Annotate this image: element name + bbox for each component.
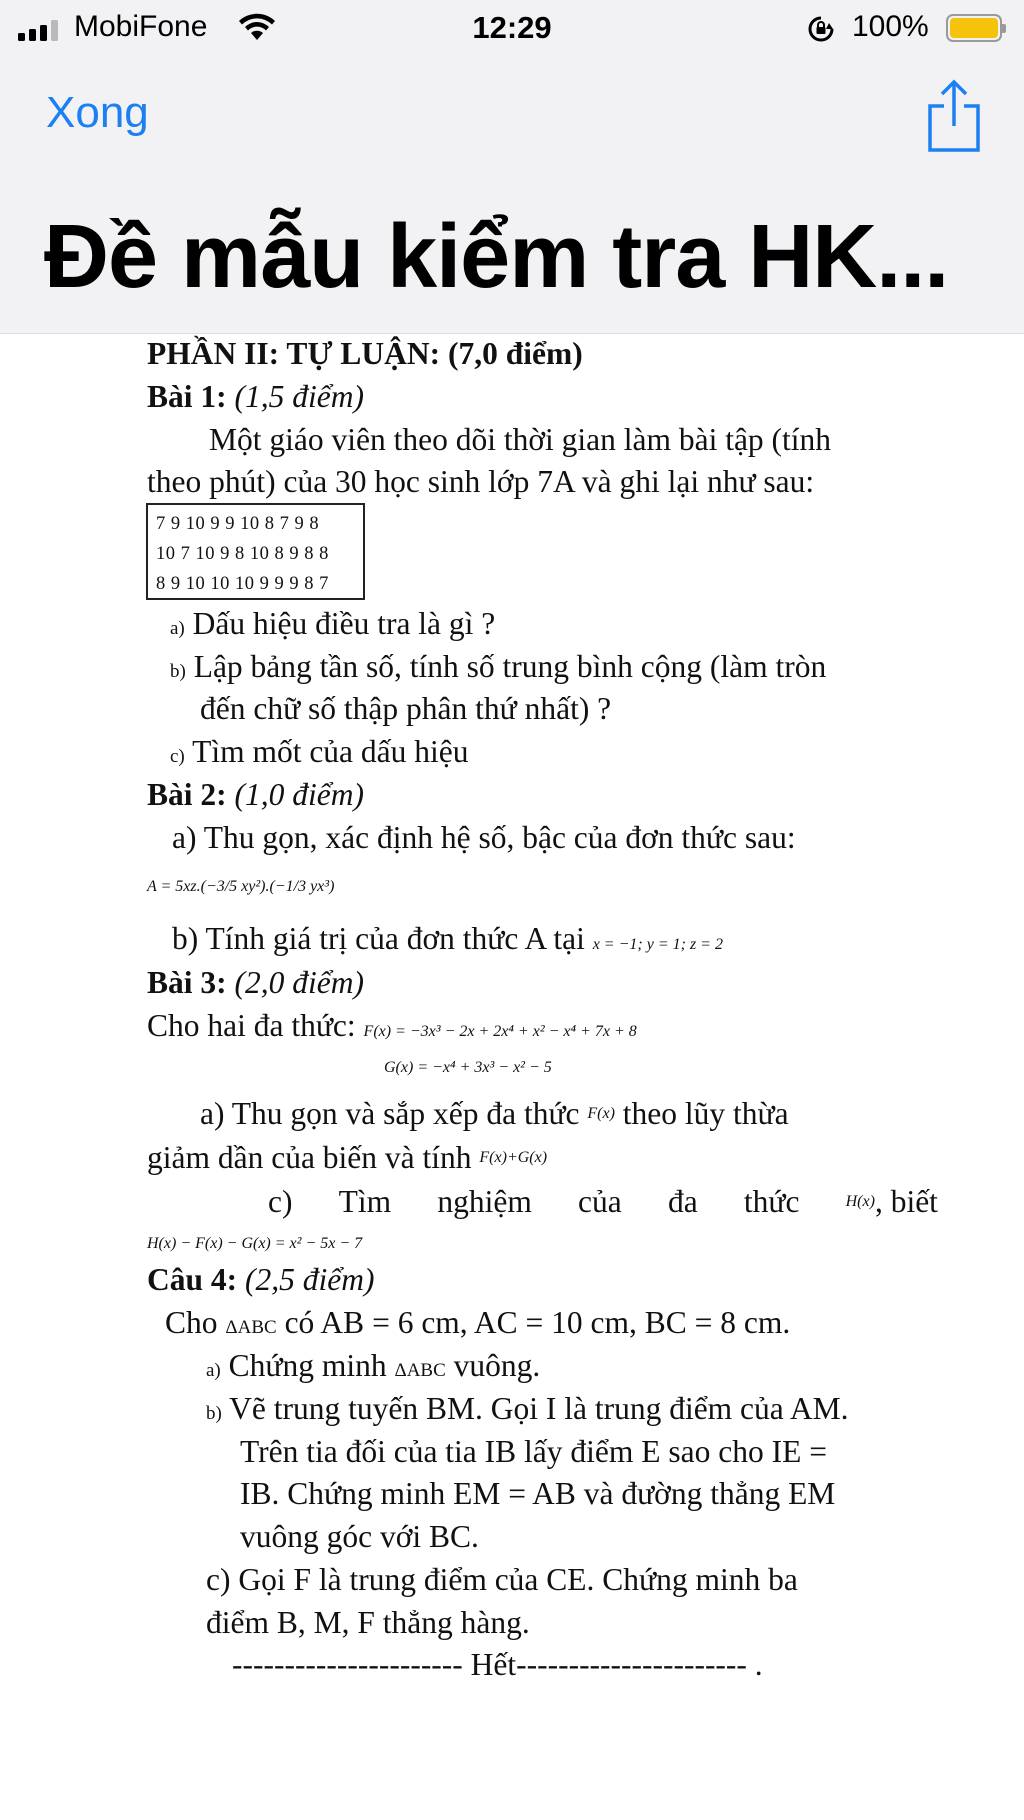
page-title: Đề mẫu kiểm tra HK... bbox=[44, 207, 949, 307]
bai1-intro-line1: Một giáo viên theo dõi thời gian làm bài tập (tính bbox=[209, 422, 832, 457]
cau4-question-b: b) Vẽ trung tuyến BM. Gọi I là trung điểm của AM. bbox=[206, 1391, 849, 1426]
bai1-question-a: a) Dấu hiệu điều tra là gì ? bbox=[170, 606, 496, 641]
bai3-intro: Cho hai đa thức: F(x) = −3x³ − 2x + 2x⁴ + x² − x⁴ + 7x + 8 bbox=[147, 1008, 637, 1043]
bai2-question-b: b) Tính giá trị của đơn thức A tại x = −1; y = 1; z = 2 bbox=[172, 921, 723, 956]
bai3-question-a-cont: giảm dần của biến và tính F(x)+G(x) bbox=[147, 1140, 548, 1175]
bai3-question-a: a) Thu gọn và sắp xếp đa thức F(x) theo lũy thừa bbox=[200, 1096, 789, 1131]
battery-percent: 100% bbox=[852, 10, 929, 43]
cau4-question-b-line3: IB. Chứng minh EM = AB và đường thẳng EM bbox=[240, 1476, 836, 1511]
data-table bbox=[146, 503, 365, 600]
bai3-heading: Bài 3: (2,0 điểm) bbox=[147, 965, 364, 1000]
cau4-question-c: c) Gọi F là trung điểm của CE. Chứng minh ba bbox=[206, 1562, 798, 1597]
bai2-question-a: a) Thu gọn, xác định hệ số, bậc của đơn thức sau: bbox=[172, 820, 796, 855]
end-marker: ---------------------- Hết---------------------- . bbox=[232, 1647, 763, 1682]
share-icon[interactable] bbox=[926, 78, 982, 154]
bai1-question-b: b) Lập bảng tần số, tính số trung bình cộng (làm tròn bbox=[170, 649, 827, 684]
cau4-question-c-line2: điểm B, M, F thẳng hàng. bbox=[206, 1605, 530, 1640]
status-bar bbox=[0, 0, 1024, 58]
section-heading: PHẦN II: TỰ LUẬN: (7,0 điểm) bbox=[147, 336, 583, 371]
bai1-question-c: c) Tìm mốt của dấu hiệu bbox=[170, 734, 469, 769]
bai1-question-b-cont: đến chữ số thập phân thứ nhất) ? bbox=[200, 691, 612, 726]
done-button[interactable]: Xong bbox=[46, 88, 149, 137]
battery-icon bbox=[946, 14, 1002, 42]
cau4-heading: Câu 4: (2,5 điểm) bbox=[147, 1262, 375, 1297]
bai2-heading: Bài 2: (1,0 điểm) bbox=[147, 777, 364, 812]
bai3-question-c: c) Tìm nghiệm của đa thức H(x), biết bbox=[268, 1184, 938, 1219]
bai3-h-formula: H(x) − F(x) − G(x) = x² − 5x − 7 bbox=[147, 1235, 363, 1252]
carrier-name: MobiFone bbox=[74, 10, 208, 43]
bai2-formula: A = 5xz.(−3/5 xy²).(−1/3 yx³) bbox=[147, 878, 335, 895]
clock: 12:29 bbox=[472, 10, 552, 45]
rotation-lock-icon bbox=[807, 15, 835, 43]
nav-bar bbox=[0, 58, 1024, 334]
bai3-g-formula: G(x) = −x⁴ + 3x³ − x² − 5 bbox=[384, 1059, 552, 1076]
document-page bbox=[0, 334, 1024, 1820]
cau4-question-b-line4: vuông góc với BC. bbox=[240, 1519, 479, 1554]
cau4-intro: Cho ΔABC có AB = 6 cm, AC = 10 cm, BC = 8 cm. bbox=[165, 1305, 791, 1340]
table-row: 8 9 10 10 10 9 9 9 8 7 bbox=[156, 574, 329, 594]
cau4-question-b-line2: Trên tia đối của tia IB lấy điểm E sao cho IE = bbox=[240, 1434, 827, 1469]
cau4-question-a: a) Chứng minh ΔABC vuông. bbox=[206, 1348, 541, 1383]
table-row: 10 7 10 9 8 10 8 9 8 8 bbox=[156, 544, 329, 564]
bai1-heading: Bài 1: (1,5 điểm) bbox=[147, 379, 364, 414]
bai1-intro-line2: theo phút) của 30 học sinh lớp 7A và ghi lại như sau: bbox=[147, 464, 815, 499]
table-row: 7 9 10 9 9 10 8 7 9 8 bbox=[156, 514, 320, 534]
